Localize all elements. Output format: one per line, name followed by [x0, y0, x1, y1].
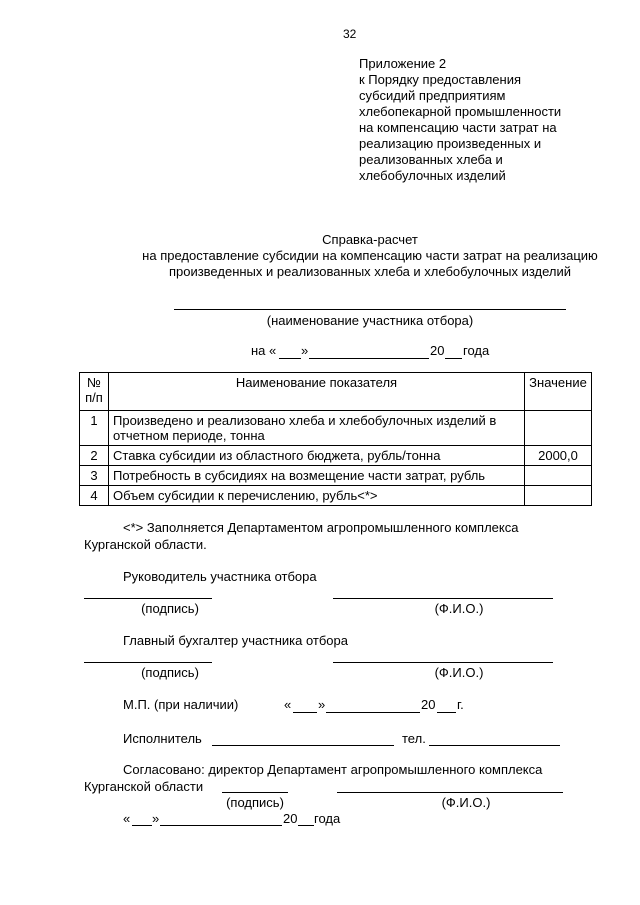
- participant-name-field[interactable]: [174, 309, 566, 310]
- table-cell-num: 3: [80, 466, 109, 486]
- table-row: [80, 486, 592, 506]
- table-cell-value[interactable]: [525, 411, 592, 446]
- date-day-field[interactable]: [279, 358, 301, 359]
- appendix-line: субсидий предприятиям: [359, 88, 506, 103]
- accountant-signature-field[interactable]: [84, 662, 212, 663]
- calculation-table: [79, 372, 592, 506]
- appendix-line: хлебопекарной промышленности: [359, 104, 562, 119]
- agreed-year-field[interactable]: [298, 825, 314, 826]
- table-row: [80, 411, 592, 446]
- head-fio-field[interactable]: [333, 598, 553, 599]
- appendix-line: к Порядку предоставления: [359, 72, 521, 87]
- table-cell-value[interactable]: 2000,0: [525, 446, 592, 466]
- table-cell-num: 1: [80, 411, 109, 446]
- stamp-month-field[interactable]: [326, 712, 420, 713]
- table-cell-value[interactable]: [525, 486, 592, 506]
- agreed-year-prefix: 20: [283, 811, 298, 826]
- date-year-field[interactable]: [445, 358, 462, 359]
- table-cell-name: Произведено и реализовано хлеба и хлебобулочных изделий в отчетном периоде, тонна: [109, 411, 525, 446]
- document-title: Справка-расчет: [322, 232, 418, 247]
- appendix-line: на компенсацию части затрат на: [359, 120, 557, 135]
- date-year-prefix: 20: [430, 343, 445, 358]
- table-cell-name: Потребность в субсидиях на возмещение части затрат, рубль: [109, 466, 525, 486]
- head-label: Руководитель участника отбора: [123, 569, 317, 584]
- agreed-date-close: »: [152, 811, 160, 826]
- table-cell-name: Объем субсидии к перечислению, рубль<*>: [109, 486, 525, 506]
- table-cell-value[interactable]: [525, 466, 592, 486]
- appendix-line: хлебобулочных изделий: [359, 168, 506, 183]
- table-row: [80, 466, 592, 486]
- stamp-year-prefix: 20: [421, 697, 436, 712]
- stamp-open-quote: «: [284, 697, 292, 712]
- table-header-value: Значение: [525, 373, 592, 411]
- document-subtitle-line1: на предоставление субсидии на компенсацию части затрат на реализацию: [142, 248, 598, 263]
- agreed-date-open: «: [123, 811, 131, 826]
- stamp-year-suffix: г.: [457, 697, 464, 712]
- stamp-close-quote: »: [318, 697, 326, 712]
- table-cell-num: 4: [80, 486, 109, 506]
- appendix-line: реализацию произведенных и: [359, 136, 542, 151]
- table-header-row: [80, 373, 592, 411]
- appendix-line: Приложение 2: [359, 56, 447, 71]
- date-year-suffix: года: [463, 343, 490, 358]
- accountant-fio-field[interactable]: [333, 662, 553, 663]
- stamp-year-field[interactable]: [437, 712, 456, 713]
- agreed-month-field[interactable]: [160, 825, 282, 826]
- footnote-line2: Курганской области.: [84, 537, 207, 552]
- footnote-line1: <*> Заполняется Департаментом агропромышленного комплекса: [123, 520, 519, 535]
- appendix-line: реализованных хлеба и: [359, 152, 503, 167]
- accountant-fio-caption: (Ф.И.О.): [434, 665, 484, 680]
- appendix-block: [359, 56, 561, 184]
- document-subtitle-line2: произведенных и реализованных хлеба и хлебобулочных изделий: [168, 264, 572, 279]
- table-header-num: № п/п: [80, 373, 109, 411]
- agreed-fio-caption: (Ф.И.О.): [441, 795, 491, 810]
- stamp-day-field[interactable]: [293, 712, 317, 713]
- table-row: [80, 446, 592, 466]
- agreed-fio-field[interactable]: [337, 792, 563, 793]
- date-close-quote: »: [301, 343, 309, 358]
- agreed-line2: Курганской области: [84, 779, 204, 794]
- table-header-name: Наименование показателя: [109, 373, 525, 411]
- agreed-line1: Согласовано: директор Департамент агропромышленного комплекса: [123, 762, 543, 777]
- head-signature-field[interactable]: [84, 598, 212, 599]
- agreed-signature-caption: (подпись): [226, 795, 284, 810]
- executor-phone-field[interactable]: [429, 745, 560, 746]
- accountant-label: Главный бухгалтер участника отбора: [123, 633, 348, 648]
- agreed-day-field[interactable]: [132, 825, 152, 826]
- head-signature-caption: (подпись): [141, 601, 199, 616]
- participant-name-caption: (наименование участника отбора): [266, 313, 474, 328]
- page-number: 32: [343, 27, 357, 41]
- date-prefix: на «: [251, 343, 277, 358]
- agreed-year-suffix: года: [314, 811, 341, 826]
- table-cell-num: 2: [80, 446, 109, 466]
- stamp-label: М.П. (при наличии): [123, 697, 239, 712]
- executor-phone-label: тел.: [402, 731, 426, 746]
- table-cell-name: Ставка субсидии из областного бюджета, рубль/тонна: [109, 446, 525, 466]
- agreed-signature-field[interactable]: [222, 792, 288, 793]
- accountant-signature-caption: (подпись): [141, 665, 199, 680]
- executor-label: Исполнитель: [123, 731, 202, 746]
- head-fio-caption: (Ф.И.О.): [434, 601, 484, 616]
- executor-name-field[interactable]: [212, 745, 394, 746]
- date-month-field[interactable]: [309, 358, 429, 359]
